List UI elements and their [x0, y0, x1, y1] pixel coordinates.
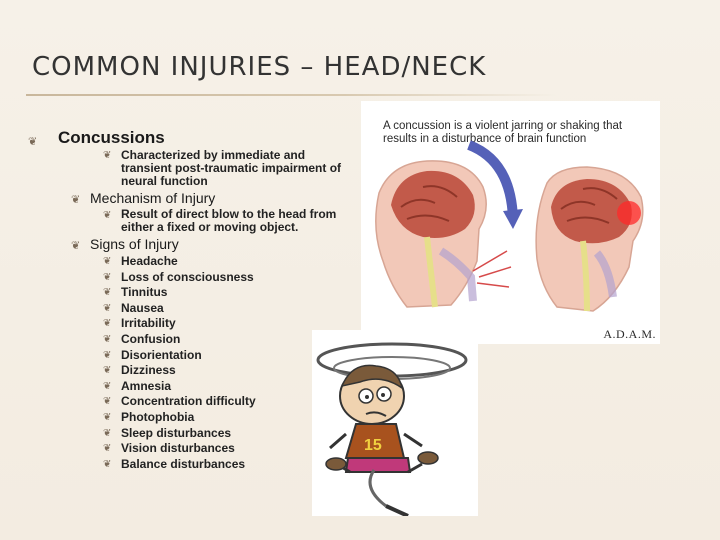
list-item: ❦ Balance disturbances [103, 456, 246, 471]
bullet-icon: ❦ [103, 365, 112, 377]
list-item: ❦ Headache [103, 254, 178, 268]
topic-heading: Concussions [58, 128, 165, 147]
bullet-icon: ❦ [71, 194, 81, 206]
bullet-icon: ❦ [103, 318, 112, 330]
bullet-icon: ❦ [103, 287, 112, 299]
list-item: ❦ Nausea [103, 300, 164, 315]
bullet-icon: ❦ [103, 333, 112, 345]
right-head-illustration [536, 167, 643, 311]
bullet-icon: ❦ [103, 150, 112, 161]
list-item: ❦ Photophobia [103, 409, 195, 424]
slide-title: COMMON INJURIES – HEAD/NECK [32, 52, 487, 82]
definition-text: Characterized by immediate and transient post-traumatic impairment of neural function [121, 148, 342, 188]
bullet-icon: ❦ [71, 240, 81, 252]
concussion-diagram [361, 101, 660, 344]
signs-list [103, 254, 256, 472]
list-item: ❦ Loss of consciousness [103, 269, 254, 284]
bullet-icon: ❦ [103, 443, 112, 455]
list-item: ❦ Disorientation [103, 347, 202, 362]
title-underline [26, 94, 556, 96]
shirt-number: 15 [364, 437, 382, 454]
list-item: ❦ Irritability [103, 316, 176, 331]
list-item: ❦ Sleep disturbances [103, 425, 232, 440]
mechanism-heading: Mechanism of Injury [90, 190, 216, 206]
left-head-illustration [376, 145, 523, 307]
dizzy-cartoon [312, 330, 478, 516]
bullet-icon: ❦ [103, 271, 112, 283]
diagram-caption: A concussion is a violent jarring or shaking that results in a disturbance of brain function [383, 120, 623, 145]
list-item: ❦ Vision disturbances [103, 441, 235, 456]
bullet-icon: ❦ [103, 302, 112, 314]
bullet-icon: ❦ [103, 210, 112, 221]
bullet-icon: ❦ [28, 136, 38, 148]
bullet-icon: ❦ [103, 256, 112, 267]
adam-credit: A.D.A.M. [603, 327, 656, 341]
mechanism-text: Result of direct blow to the head from either a fixed or moving object. [121, 207, 337, 234]
bullet-icon: ❦ [103, 411, 112, 423]
bullet-icon: ❦ [103, 380, 112, 392]
list-item: ❦ Dizziness [103, 363, 176, 378]
bullet-icon: ❦ [103, 427, 112, 439]
bullet-icon: ❦ [103, 396, 112, 408]
bullet-icon: ❦ [103, 349, 112, 361]
list-item: ❦ Confusion [103, 331, 181, 346]
list-item: ❦ Amnesia [103, 378, 172, 393]
brain-illustration [361, 101, 660, 344]
signs-heading: Signs of Injury [90, 236, 179, 252]
list-item: ❦ Tinnitus [103, 285, 168, 300]
bullet-icon: ❦ [103, 458, 112, 470]
dizzy-kid-illustration [312, 330, 478, 516]
list-item: ❦ Concentration difficulty [103, 394, 256, 409]
